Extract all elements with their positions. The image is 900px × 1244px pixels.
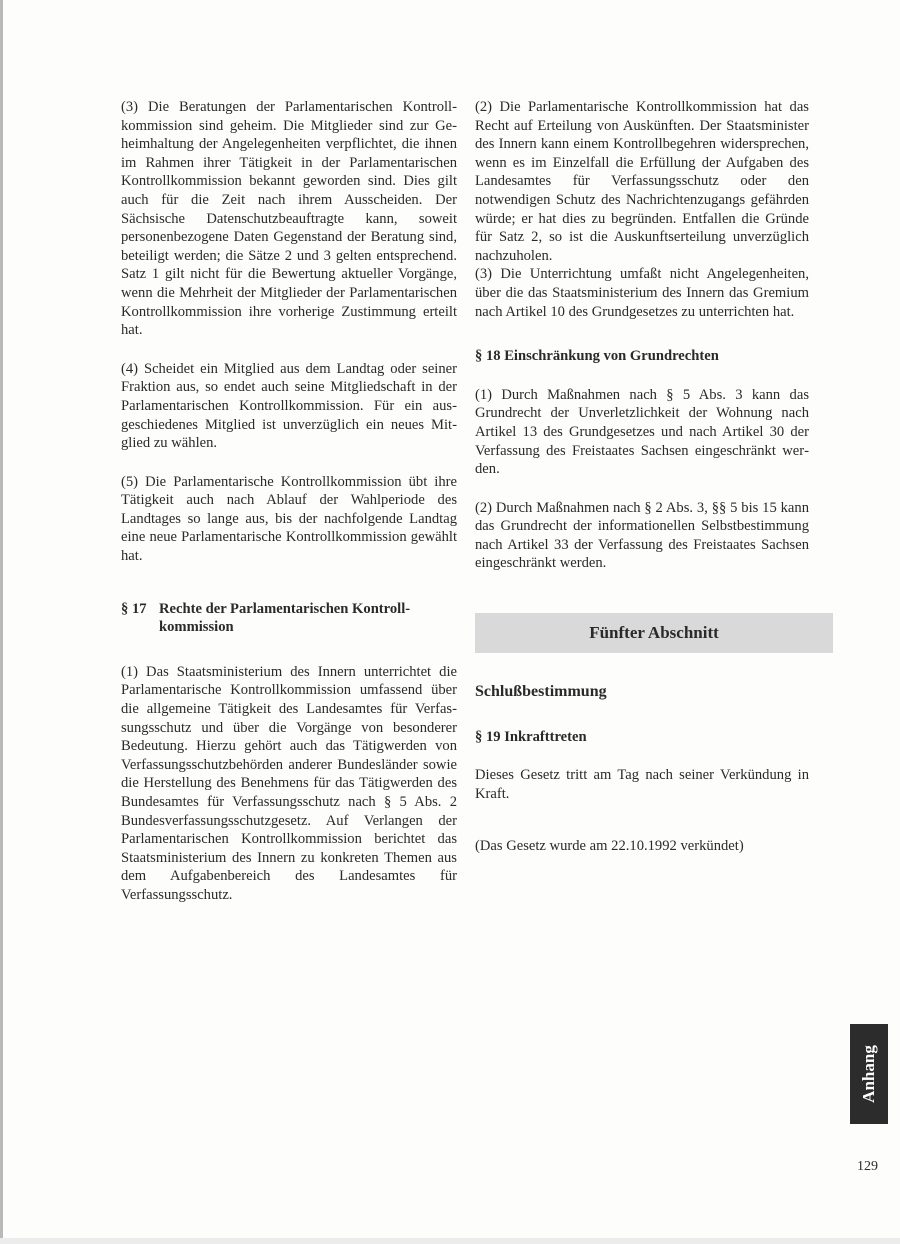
chapter-subtitle: Schlußbestimmung bbox=[475, 683, 607, 701]
paragraph-16-5: (5) Die Parlamentarische Kontrollkommission übt ihre Tätigkeit auch nach Ablauf der Wahlperiode des Landtages so lange aus, bis der nachfolgende Landtag eine neue Parlamentarische Kontrollkommission gewählt hat. bbox=[121, 473, 457, 565]
page-left-edge bbox=[0, 0, 3, 1244]
section-18-heading: § 18 Einschränkung von Grundrechten bbox=[475, 348, 719, 365]
paragraph-18-2: (2) Durch Maßnahmen nach § 2 Abs. 3, §§ 5 bis 15 kann das Grundrecht der informationellen Selbstbestimmung nach Artikel 33 der Verfassung des Freistaates Sachsen eingeschränkt werden. bbox=[475, 499, 809, 572]
page-bottom-edge bbox=[0, 1238, 900, 1244]
paragraph-17-1: (1) Das Staatsministerium des Innern unterrichtet die Parlamentarische Kontrollkommission umfassend über die allgemeine Tätigkeit des Landesamtes für Verfassungsschutz und über die Vorgänge von besonderer Bedeutung. Hierzu gehört auch das Tätigwerden von Verfassungsschutzbehörden anderer Bundesländer sowie die Herstellung des Benehmens für das Tätigwerden des Bundesamtes für Verfassungsschutz nach § 5 Abs. 2 Bundesverfassungsschutzgesetz. Auf Verlangen der Parlamentarischen Kontrollkommission berichtet das Staatsministerium des Innern zu konkreten Themen aus dem Aufgabenbereich des Landesamtes für Verfassungsschutz. bbox=[121, 663, 457, 903]
chapter-title: Fünfter Abschnitt bbox=[589, 622, 719, 642]
appendix-side-tab bbox=[850, 1024, 888, 1124]
page-number: 129 bbox=[857, 1159, 878, 1174]
section-19-heading: § 19 Inkrafttreten bbox=[475, 728, 587, 745]
section-17-title: Rechte der Parlamentarischen Kontrollkommission bbox=[159, 600, 411, 636]
section-17-heading bbox=[121, 600, 457, 637]
promulgation-note: (Das Gesetz wurde am 22.10.1992 verkündet) bbox=[475, 838, 744, 855]
paragraph-19: Dieses Gesetz tritt am Tag nach seiner Verkündung in Kraft. bbox=[475, 767, 809, 802]
paragraph-18-1: (1) Durch Maßnahmen nach § 5 Abs. 3 kann das Grundrecht der Unverletzlichkeit der Wohnung nach Artikel 13 des Grundgesetzes und nach Artikel 30 der Verfassung des Freistaates Sachsen eingeschränkt werden. bbox=[475, 386, 809, 478]
paragraph-16-3: (3) Die Beratungen der Parlamentarischen Kontrollkommission sind geheim. Die Mitglieder sind zur Geheimhaltung der Angelegenheiten verpflichtet, die ihnen im Rahmen ihrer Tätigkeit in der Parlamentarischen Kontrollkommission bekannt geworden sind. Dies gilt auch für die Zeit nach ihrem Ausscheiden. Der Sächsische Datenschutzbeauftragte kann, soweit personenbezogene Daten Gegenstand der Beratung sind, beteiligt werden; die Sätze 2 und 3 gelten entsprechend. Satz 1 gilt nicht für die Bewertung aktueller Vorgänge, wenn die Mehrheit der Mitglieder der Parlamentarischen Kontrollkommission ihre vorherige Zustimmung erteilt hat. bbox=[121, 99, 457, 339]
chapter-band bbox=[475, 613, 833, 653]
paragraph-17-3: (3) Die Unterrichtung umfaßt nicht Angelegenheiten, über die das Staatsministerium des Innern das Gremium nach Artikel 10 des Grundgesetzes zu unterrichten hat. bbox=[475, 266, 809, 320]
paragraph-17-2: (2) Die Parlamentarische Kontrollkommission hat das Recht auf Erteilung von Auskünften. Der Staatsminister des Innern kann einem Kontrollbegehren widersprechen, wenn es im Einzelfall die Erfüllung der Aufgaben des Landesamtes für Verfassungsschutz oder den notwendigen Schutz des Nachrichtenzugangs gefährden würde; er hat dies zu begründen. Entfallen die Gründe für Satz 2, so ist die Auskunftserteilung unverzüglich nachzuholen. bbox=[475, 99, 809, 264]
paragraph-16-4: (4) Scheidet ein Mitglied aus dem Landtag oder seiner Fraktion aus, so endet auch seine Mitgliedschaft in der Parlamentarischen Kontrollkommission. Für ein ausgeschiedenes Mitglied ist unverzüglich ein neues Mitglied zu wählen. bbox=[121, 360, 457, 452]
side-tab-label: Anhang bbox=[859, 1045, 879, 1103]
section-17-number: § 17 bbox=[121, 600, 147, 617]
left-column bbox=[121, 98, 457, 905]
right-column bbox=[475, 98, 809, 856]
